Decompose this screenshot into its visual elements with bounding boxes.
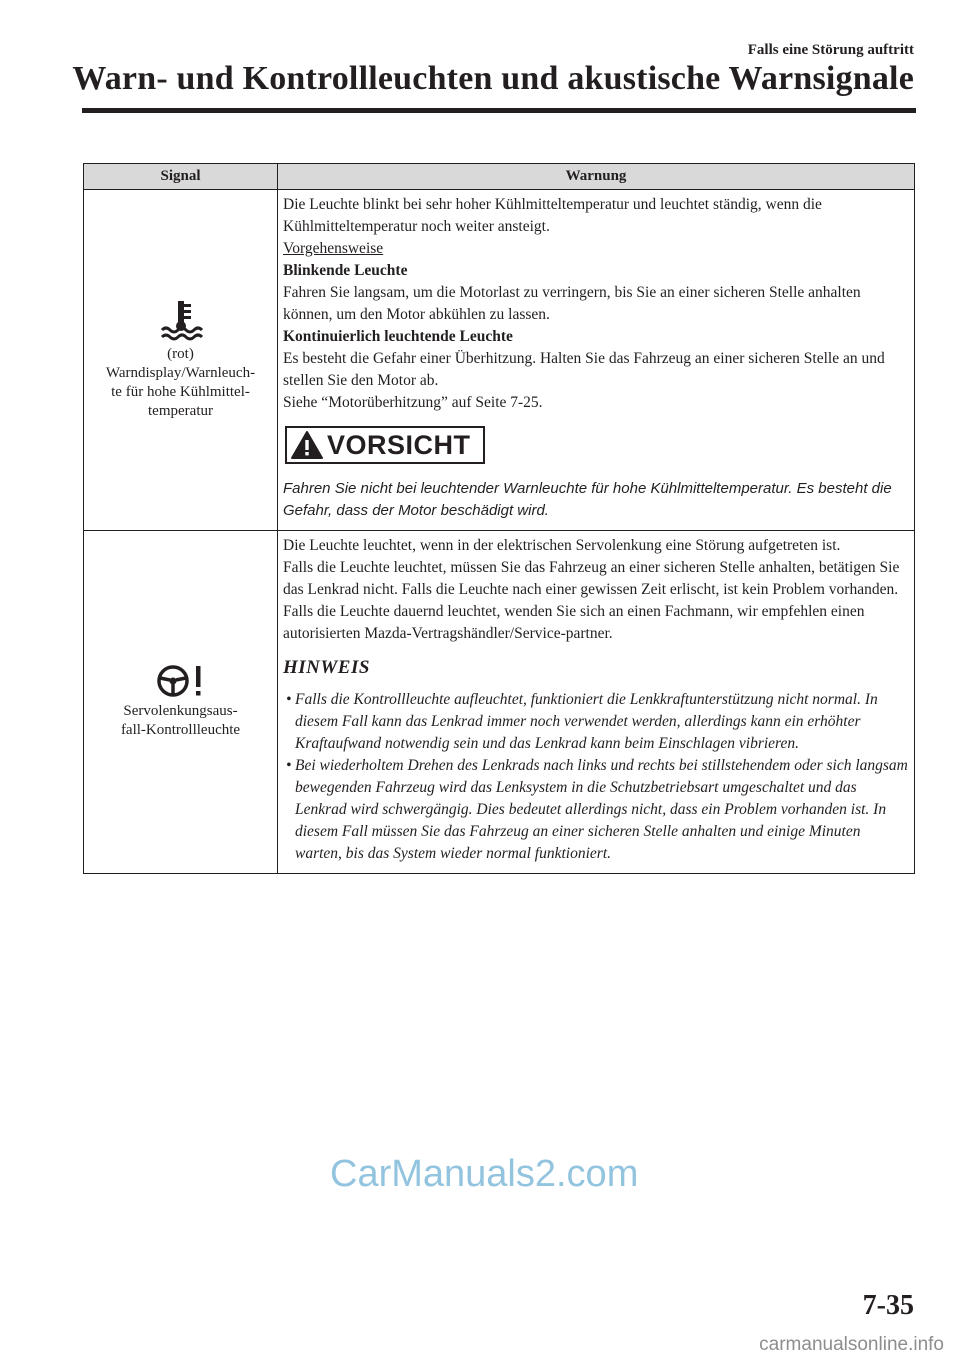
note-label: HINWEIS [283, 657, 370, 678]
steady-heading: Kontinuierlich leuchtende Leuchte [283, 328, 513, 345]
warning-para-1: Die Leuchte leuchtet, wenn in der elektrischen Servolenkung eine Störung aufgetreten ist. [283, 537, 841, 554]
blink-heading: Blinkende Leuchte [283, 262, 408, 279]
warning-para-2: Falls die Leuchte leuchtet, müssen Sie das Fahrzeug an einer sicheren Stelle anhalten, betätigen Sie das Lenkrad nicht. Falls die Leuchte nach einer gewissen Zeit erlischt, ist kein Problem vorhanden. Falls die Leuchte dauernd leuchtet, wenden Sie sich an einen Fachmann, wir empfehlen einen autorisierten Mazda-Vertragshändler/Service-partner. [283, 559, 900, 642]
table-row [84, 190, 915, 531]
caution-label: VORSICHT [327, 430, 471, 460]
steering-wheel-warning-icon [156, 664, 206, 698]
page-number: 7-35 [862, 1290, 914, 1321]
warning-cell [278, 531, 915, 874]
list-item: • Bei wiederholtem Drehen des Lenkrads nach links und rechts bei stillstehendem oder sich langsam bewegenden Fahrzeug wird das Lenksystem in die Schutzbetriebsart umgeschaltet und das Lenkrad wird schwergängig. Dies bedeutet allerdings nicht, dass ein Problem vorhanden ist. In diesem Fall müssen Sie das Fahrzeug an einer sicheren Stelle anhalten und einige Minuten warten, bis das System wieder normal funktioniert. [283, 755, 908, 865]
warning-triangle-icon [287, 430, 327, 460]
section-subtitle: Falls eine Störung auftritt [747, 42, 914, 58]
procedure-heading: Vorgehensweise [283, 240, 384, 257]
color-note: (rot) [167, 346, 194, 362]
signal-cell [84, 190, 278, 531]
column-header-signal: Signal [84, 164, 278, 190]
blink-text: Fahren Sie langsam, um die Motorlast zu verringern, bis Sie an einer sicheren Stelle anhalten können, um den Motor abkühlen zu lassen. [283, 284, 861, 323]
warning-table [83, 163, 915, 874]
caution-box [285, 426, 485, 464]
footer-watermark: carmanualsonline.info [759, 1334, 944, 1355]
caution-text: Fahren Sie nicht bei leuchtender Warnleuchte für hohe Kühlmitteltemperatur. Es besteht die Gefahr, dass der Motor beschädigt wird. [283, 480, 892, 519]
watermark: CarManuals2.com [330, 1153, 639, 1195]
header-rule [82, 108, 916, 113]
signal-label: Warndisplay/Warnleuch- te für hohe Kühlmittel- temperatur [105, 365, 256, 419]
warning-intro: Die Leuchte blinkt bei sehr hoher Kühlmitteltemperatur und leuchtet ständig, wenn die Kühlmitteltemperatur noch weiter ansteigt. [283, 196, 822, 235]
signal-label: Servolenkungsaus- fall-Kontrollleuchte [120, 703, 241, 738]
coolant-temperature-icon [159, 299, 203, 341]
steady-text: Es besteht die Gefahr einer Überhitzung. Halten Sie das Fahrzeug an einer sicheren Stelle an und stellen Sie den Motor ab. [283, 350, 885, 389]
signal-cell [84, 531, 278, 874]
table-row [84, 531, 915, 874]
see-also: Siehe “Motorüberhitzung” auf Seite 7-25. [283, 394, 543, 411]
column-header-warning: Warnung [278, 164, 915, 190]
list-item: • Falls die Kontrollleuchte aufleuchtet, funktioniert die Lenkkraftunterstützung nicht normal. In diesem Fall kann das Lenkrad immer noch verwendet werden, allerdings kann ein erhöhter Kraftaufwand notwendig sein und das Lenkrad kann beim Einschlagen vibrieren. [283, 689, 908, 755]
note-list [283, 689, 908, 865]
warning-cell [278, 190, 915, 531]
page-title: Warn- und Kontrollleuchten und akustische Warnsignale [72, 60, 914, 97]
